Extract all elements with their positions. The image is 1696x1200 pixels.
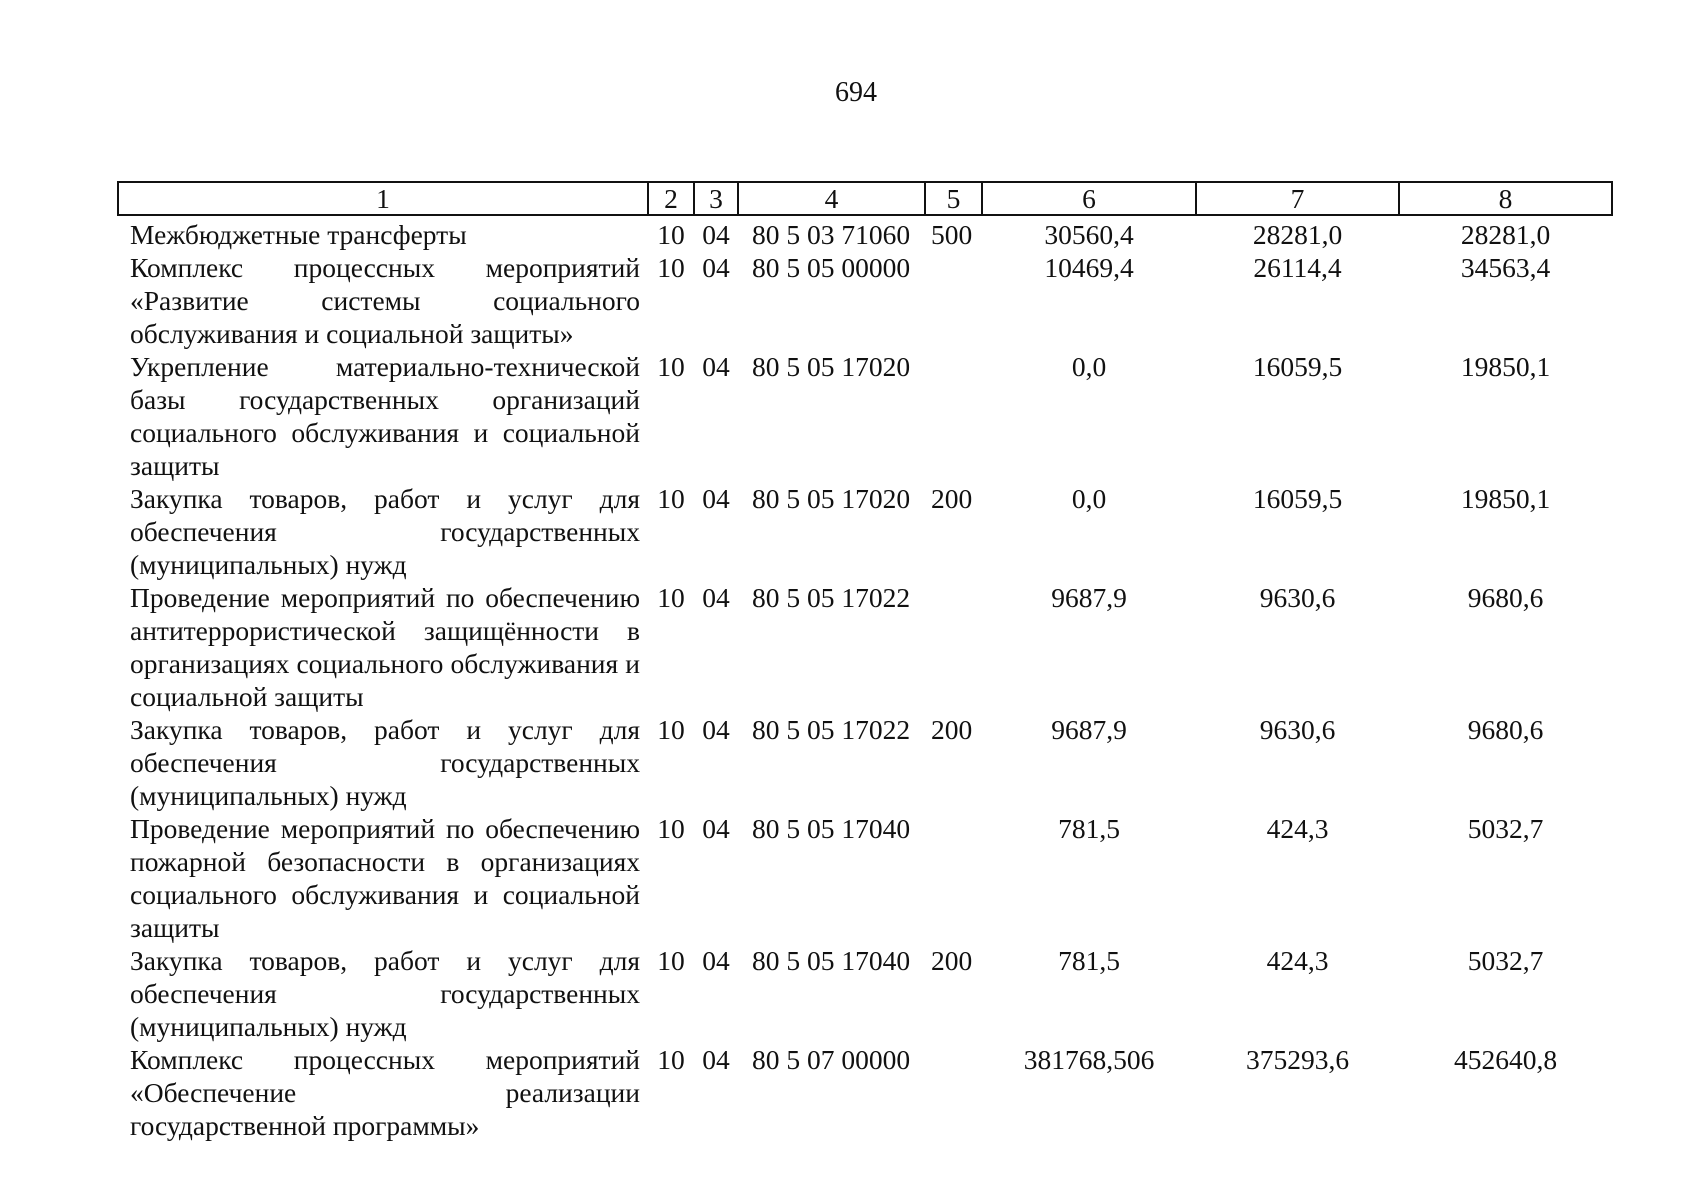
header-col-1: 1: [118, 182, 648, 215]
row-expense-type: [925, 350, 982, 482]
page-number: 694: [835, 77, 877, 108]
row-value-col8: 28281,0: [1460, 219, 1551, 250]
row-value-col8: 5032,7: [1467, 945, 1544, 976]
row-value-col8: 5032,7: [1467, 813, 1544, 844]
row-value-col6: 30560,4: [1044, 219, 1134, 250]
row-subsection-code: 04: [702, 483, 730, 514]
table-row: [118, 581, 1612, 713]
row-value-col6: 781,5: [1058, 945, 1120, 976]
row-target-code: 80 5 05 17020: [752, 351, 911, 382]
row-value-col7: 16059,5: [1252, 483, 1343, 514]
table-row: [118, 350, 1612, 482]
row-value-col8: 19850,1: [1460, 483, 1551, 514]
row-subsection-code: 04: [702, 351, 730, 382]
table-row: [118, 482, 1612, 581]
row-name: Комплекс процессных мероприятий «Развитие системы социального обслуживания и социальной защиты»: [130, 252, 640, 349]
table-body: [118, 215, 1612, 1142]
row-value-col6: 9687,9: [1051, 714, 1127, 745]
row-value-col7: 9630,6: [1259, 582, 1336, 613]
row-value-col7: 26114,4: [1253, 252, 1342, 283]
row-value-col6: 381768,506: [1023, 1044, 1155, 1075]
row-value-col6: 10469,4: [1044, 252, 1134, 283]
table-row: [118, 215, 1612, 251]
row-expense-type: [925, 1043, 982, 1142]
row-target-code: 80 5 05 17022: [752, 582, 911, 613]
row-section-code: 10: [657, 813, 685, 844]
header-col-7: 7: [1196, 182, 1399, 215]
header-col-8: 8: [1399, 182, 1612, 215]
table-row: [118, 713, 1612, 812]
row-name: Закупка товаров, работ и услуг для обеспечения государственных (муниципальных) нужд: [130, 483, 640, 580]
header-col-6: 6: [982, 182, 1196, 215]
row-section-code: 10: [657, 582, 685, 613]
header-row: [118, 182, 1612, 215]
row-section-code: 10: [657, 351, 685, 382]
row-target-code: 80 5 05 17020: [752, 483, 911, 514]
row-value-col8: 9680,6: [1467, 582, 1544, 613]
row-expense-type: [925, 251, 982, 350]
row-subsection-code: 04: [702, 945, 730, 976]
row-value-col7: 28281,0: [1252, 219, 1343, 250]
row-value-col8: 34563,4: [1460, 252, 1551, 283]
row-section-code: 10: [657, 219, 685, 250]
row-subsection-code: 04: [702, 219, 730, 250]
table-row: [118, 812, 1612, 944]
header-col-2: 2: [648, 182, 694, 215]
row-value-col7: 16059,5: [1252, 351, 1343, 382]
row-target-code: 80 5 05 00000: [752, 252, 911, 283]
row-value-col6: 0,0: [1071, 483, 1107, 514]
row-value-col8: 19850,1: [1460, 351, 1551, 382]
row-value-col7: 375293,6: [1245, 1044, 1350, 1075]
row-section-code: 10: [657, 945, 685, 976]
header-col-3: 3: [694, 182, 738, 215]
row-expense-type: 500: [931, 219, 973, 250]
table-row: [118, 1043, 1612, 1142]
row-expense-type: 200: [931, 483, 973, 514]
table-header: [118, 182, 1612, 215]
row-subsection-code: 04: [702, 714, 730, 745]
row-value-col7: 9630,6: [1259, 714, 1336, 745]
row-name: Межбюджетные трансферты: [130, 219, 467, 250]
table-row: [118, 944, 1612, 1043]
row-value-col6: 781,5: [1058, 813, 1120, 844]
row-subsection-code: 04: [702, 813, 730, 844]
row-name: Укрепление материально-технической базы государственных организаций социального обслуживания и социальной защиты: [130, 351, 640, 481]
row-subsection-code: 04: [702, 582, 730, 613]
row-target-code: 80 5 07 00000: [752, 1044, 911, 1075]
row-value-col7: 424,3: [1266, 945, 1329, 976]
row-name: Проведение мероприятий по обеспечению пожарной безопасности в организациях социального обслуживания и социальной защиты: [130, 813, 640, 943]
row-expense-type: [925, 581, 982, 713]
row-subsection-code: 04: [702, 252, 730, 283]
row-section-code: 10: [657, 1044, 685, 1075]
row-expense-type: 200: [931, 714, 973, 745]
row-subsection-code: 04: [702, 1044, 730, 1075]
row-target-code: 80 5 03 71060: [752, 219, 911, 250]
row-target-code: 80 5 05 17022: [752, 714, 911, 745]
row-expense-type: 200: [931, 945, 973, 976]
row-value-col6: 9687,9: [1051, 582, 1127, 613]
row-name: Комплекс процессных мероприятий «Обеспечение реализации государственной программы»: [130, 1044, 640, 1141]
row-name: Проведение мероприятий по обеспечению антитеррористической защищённости в организациях социального обслуживания и социальной защиты: [130, 582, 640, 712]
row-target-code: 80 5 05 17040: [752, 945, 911, 976]
row-name: Закупка товаров, работ и услуг для обеспечения государственных (муниципальных) нужд: [130, 945, 640, 1042]
header-col-4: 4: [738, 182, 925, 215]
row-expense-type: [925, 812, 982, 944]
row-name: Закупка товаров, работ и услуг для обеспечения государственных (муниципальных) нужд: [130, 714, 640, 811]
header-col-5: 5: [925, 182, 982, 215]
row-value-col6: 0,0: [1071, 351, 1107, 382]
row-section-code: 10: [657, 252, 685, 283]
row-value-col8: 9680,6: [1467, 714, 1544, 745]
row-value-col8: 452640,8: [1453, 1044, 1558, 1075]
row-value-col7: 424,3: [1266, 813, 1329, 844]
row-section-code: 10: [657, 483, 685, 514]
row-section-code: 10: [657, 714, 685, 745]
row-target-code: 80 5 05 17040: [752, 813, 911, 844]
table-row: [118, 251, 1612, 350]
budget-table: [117, 181, 1613, 1142]
